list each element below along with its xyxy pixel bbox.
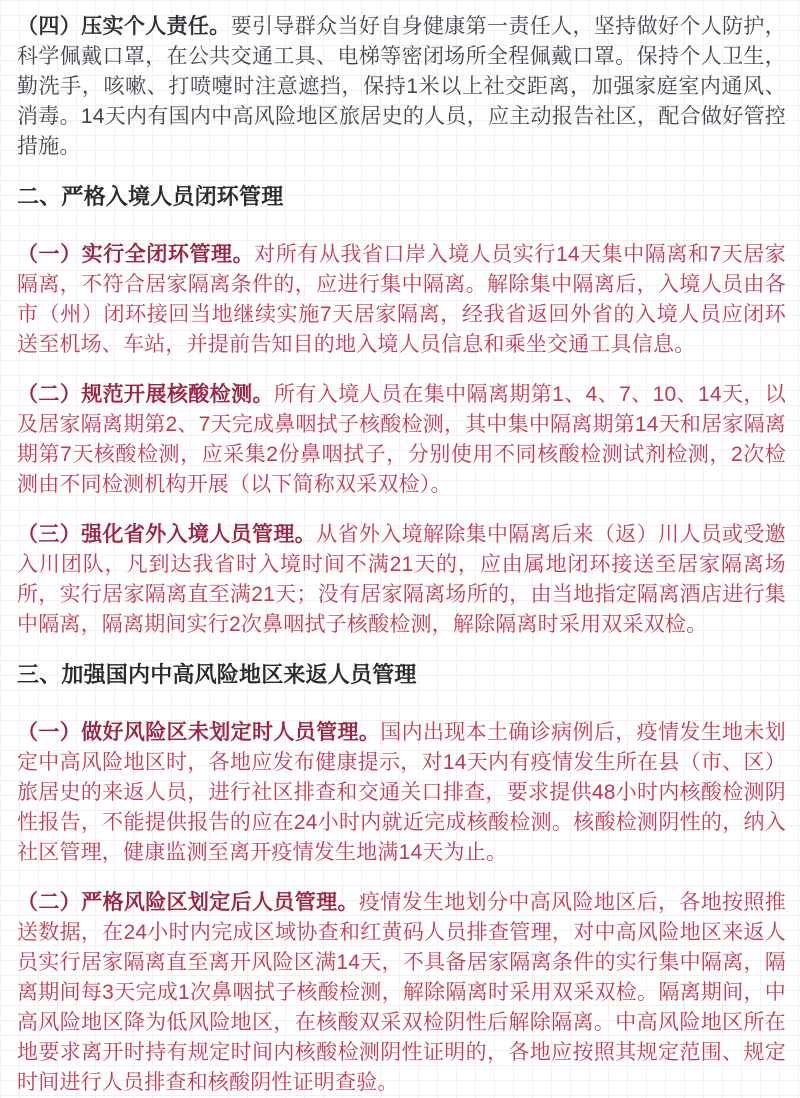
paragraph (17, 718, 786, 868)
paragraph-text: 对所有从我省口岸入境人员实行14天集中隔离和7天居家隔离，不符合居家隔离条件的，应进行集中隔离。解除集中隔离后，入境人员由各市（州）闭环接回当地继续实施7天居家隔离，经我省返回外省的入境人员应闭环送至机场、车站，并提前告知目的地入境人员信息和乘坐交通工具信息。 (17, 243, 786, 356)
section-heading: 三、加强国内中高风险地区来返人员管理 (17, 662, 417, 687)
paragraph-lead: （一）实行全闭环管理。 (17, 243, 255, 266)
paragraph-text: 疫情发生地划分中高风险地区后，各地按照推送数据，在24小时内完成区域协查和红黄码人员排查管理，对中高风险地区来返人员实行居家隔离直至离开风险区满14天，不具备居家隔离条件的实行集中隔离，隔离期间每3天完成1次鼻咽拭子核酸检测，解除隔离时采用双采双检。隔离期间，中高风险地区降为低风险地区，在核酸双采双检阴性后解除隔离。中高风险地区所在地要求离开时持有规定时间内核酸检测阴性证明的，各地应按照其规定范围、规定时间进行人员排查和核酸阴性证明查验。 (17, 891, 787, 1094)
paragraph-text: 国内出现本土确诊病例后，疫情发生地未划定中高风险地区时，各地应发布健康提示，对14天内有疫情发生所在县（市、区）旅居史的来返人员，进行社区排查和交通关口排查，要求提供48小时内核酸检测阴性报告，不能提供报告的应在24小时内就近完成核酸检测。核酸检测阴性的，纳入社区管理，健康监测至离开疫情发生地满14天为止。 (17, 721, 786, 864)
paragraph-lead: （一）做好风险区未划定时人员管理。 (17, 721, 381, 744)
paragraph-text: 要引导群众当好自身健康第一责任人，坚持做好个人防护，科学佩戴口罩，在公共交通工具、电梯等密闭场所全程佩戴口罩。保持个人卫生，勤洗手，咳嗽、打喷嚏时注意遮挡，保持1米以上社交距离，加强家庭室内通风、消毒。14天内有国内中高风险地区旅居史的人员，应主动报告社区，配合做好管控措施。 (17, 15, 786, 158)
section-heading: 二、严格入境人员闭环管理 (17, 184, 284, 209)
paragraph (17, 380, 786, 500)
paragraph (17, 12, 786, 162)
paragraph-lead: （二）严格风险区划定后人员管理。 (17, 891, 359, 914)
paragraph (17, 520, 786, 640)
paragraph-lead: （三）强化省外入境人员管理。 (17, 523, 317, 546)
paragraph (17, 240, 786, 360)
paragraph-lead: （四）压实个人责任。 (17, 15, 231, 38)
document-body (17, 12, 786, 1098)
paragraph-text: 从省外入境解除集中隔离后来（返）川人员或受邀入川团队，凡到达我省时入境时间不满21天的，应由属地闭环接送至居家隔离场所，实行居家隔离直至满21天；没有居家隔离场所的，由当地指定隔离酒店进行集中隔离，隔离期间实行2次鼻咽拭子核酸检测，解除隔离时采用双采双检。 (17, 523, 786, 636)
paragraph-text: 所有入境人员在集中隔离期第1、4、7、10、14天，以及居家隔离期第2、7天完成鼻咽拭子核酸检测，其中集中隔离期第14天和居家隔离期第7天核酸检测，应采集2份鼻咽拭子，分别使用不同核酸检测试剂检测，2次检测由不同检测机构开展（以下简称双采双检）。 (17, 383, 787, 496)
paragraph-lead: （二）规范开展核酸检测。 (17, 383, 274, 406)
paragraph (17, 888, 786, 1098)
